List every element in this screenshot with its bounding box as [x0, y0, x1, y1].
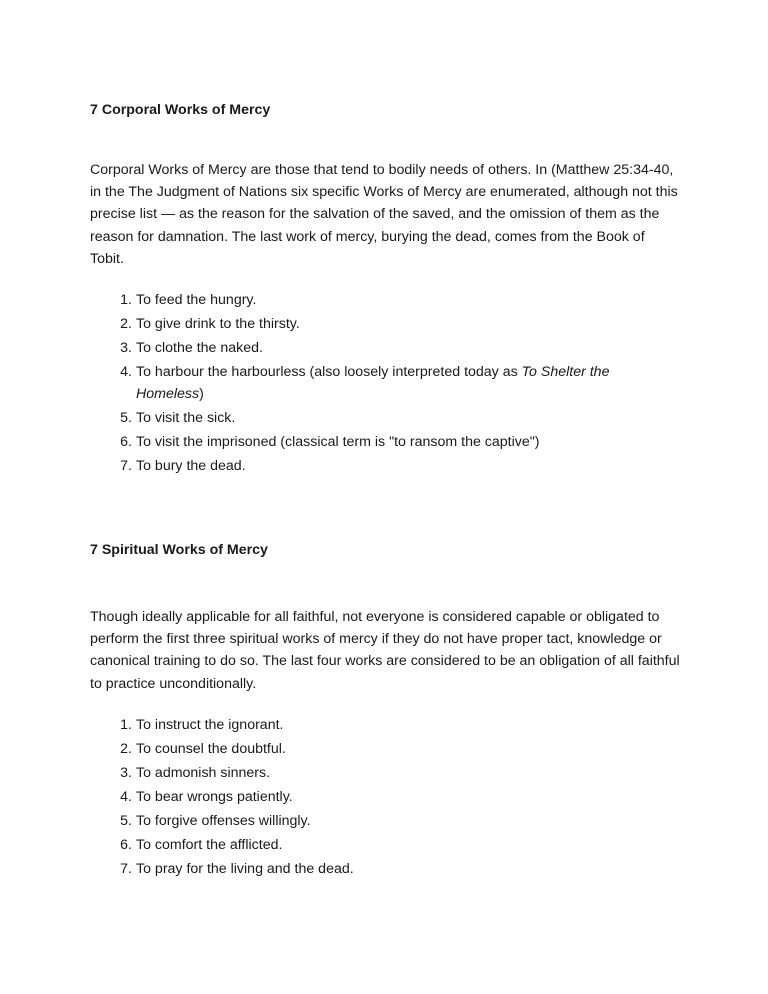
list-item-text: To bear wrongs patiently. [136, 789, 293, 805]
list-item-text: To visit the sick. [136, 410, 236, 427]
spiritual-works-heading: 7 Spiritual Works of Mercy [90, 542, 268, 558]
list-item [90, 738, 680, 760]
spiritual-works-paragraph: Though ideally applicable for all faithful, not everyone is considered capable or obligated to perform the first three spiritual works of mercy if they do not have proper tact, knowledge or canonical training to do so. The last four works are considered to be an obligation of all faithful to practice unconditionally. [90, 609, 680, 692]
list-item [90, 834, 680, 856]
list-number: 2 . [114, 313, 132, 335]
list-item-text: To bury the dead. [136, 458, 246, 475]
list-number: 2 . [114, 738, 132, 760]
list-number: 1 . [114, 714, 132, 736]
list-item-text: To pray for the living and the dead. [136, 861, 354, 877]
corporal-works-heading: 7 Corporal Works of Mercy [90, 102, 271, 118]
list-item [90, 337, 680, 359]
list-number: 5 . [114, 407, 132, 429]
list-item-text-before: To harbour the harbourless (also loosely interpreted today as [136, 364, 522, 380]
list-item [90, 361, 680, 405]
list-item [90, 858, 680, 880]
list-item-text: To clothe the naked. [136, 340, 263, 356]
list-number: 4 . [114, 361, 132, 383]
list-number: 3 . [114, 762, 132, 784]
list-item-text-after: ) [199, 386, 204, 403]
list-number: 6 . [114, 834, 132, 856]
spiritual-works-list [90, 714, 680, 882]
list-number: 6 . [114, 431, 132, 453]
list-item-text: To give drink to the thirsty. [136, 316, 300, 332]
list-number: 4 . [114, 786, 132, 808]
corporal-works-list [90, 289, 680, 479]
list-item [90, 313, 680, 335]
list-item [90, 810, 680, 832]
list-item [90, 762, 680, 784]
list-item [90, 714, 680, 736]
list-item [90, 786, 680, 808]
list-item-text: To comfort the afflicted. [136, 837, 283, 853]
list-item-text-italic: To Shelter the Homeless [136, 364, 610, 403]
list-item [90, 407, 680, 429]
list-item [90, 455, 680, 477]
list-item-text: To visit the imprisoned (classical term is "to ransom the captive") [136, 434, 540, 451]
list-item-text: To counsel the doubtful. [136, 741, 286, 757]
list-item-text: To instruct the ignorant. [136, 717, 284, 733]
list-number: 7 . [114, 858, 132, 880]
list-item-text: To feed the hungry. [136, 292, 257, 308]
list-number: 5 . [114, 810, 132, 832]
list-number: 1 . [114, 289, 132, 311]
list-item-text: To admonish sinners. [136, 765, 271, 781]
list-item-text: To forgive offenses willingly. [136, 813, 311, 829]
list-number: 7 . [114, 455, 132, 477]
list-item [90, 431, 680, 453]
list-number: 3 . [114, 337, 132, 359]
list-item [90, 289, 680, 311]
corporal-works-paragraph: Corporal Works of Mercy are those that tend to bodily needs of others. In (Matthew 25:34-40, in the The Judgment of Nations six specific Works of Mercy are enumerated, although not this precise list — as the reason for the salvation of the saved, and the omission of them as the reason for damnation. The last work of mercy, burying the dead, comes from the Book of Tobit. [90, 162, 678, 267]
